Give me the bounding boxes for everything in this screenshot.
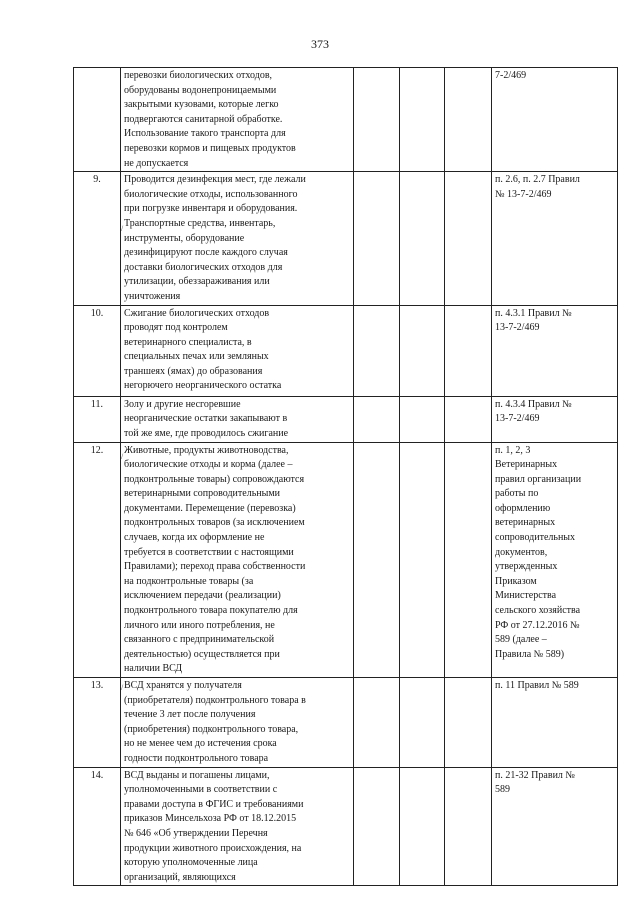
legal-reference: 7-2/469 bbox=[492, 68, 618, 172]
answer-no-cell bbox=[400, 767, 445, 886]
answer-yes-cell bbox=[354, 305, 400, 396]
row-number: 9. bbox=[74, 172, 121, 305]
answer-na-cell bbox=[445, 767, 492, 886]
legal-reference: п. 11 Правил № 589 bbox=[492, 678, 618, 768]
row-number: 11. bbox=[74, 396, 121, 442]
answer-no-cell bbox=[400, 68, 445, 172]
table-row bbox=[74, 305, 618, 396]
requirement-text: перевозки биологических отходов, оборудованы водонепроницаемыми закрытыми кузовами, которые легко подвергаются санитарной обработке. Использование такого транспорта для перевозки кормов и пищевых продуктов не допускается bbox=[121, 68, 354, 172]
legal-reference: п. 2.6, п. 2.7 Правил № 13-7-2/469 bbox=[492, 172, 618, 305]
legal-reference: п. 4.3.1 Правил № 13-7-2/469 bbox=[492, 305, 618, 396]
table-row bbox=[74, 678, 618, 768]
requirement-text: Сжигание биологических отходов проводят под контролем ветеринарного специалиста, в специальных печах или земляных траншеях (ямах) до образования негорючего неорганического остатка bbox=[121, 305, 354, 396]
table-row bbox=[74, 767, 618, 886]
legal-reference: п. 1, 2, 3 Ветеринарных правил организации работы по оформлению ветеринарных сопроводительных документов, утвержденных Приказом Министерства сельского хозяйства РФ от 27.12.2016 № 589 (далее – Правила № 589) bbox=[492, 442, 618, 678]
requirement-text: Проводится дезинфекция мест, где лежали биологические отходы, использованного при погрузке инвентаря и оборудования. Транспортные средства, инвентарь, инструменты, оборудование дезинфицируют после каждого случая доставки биологических отходов для утилизации, обеззараживания или уничтожения bbox=[121, 172, 354, 305]
answer-yes-cell bbox=[354, 172, 400, 305]
legal-reference: п. 21-32 Правил № 589 bbox=[492, 767, 618, 886]
scan-mark: / bbox=[121, 224, 124, 233]
page-number: 373 bbox=[311, 37, 329, 51]
answer-na-cell bbox=[445, 305, 492, 396]
requirement-text: Животные, продукты животноводства, биологические отходы и корма (далее – подконтрольные товары) сопровождаются ветеринарными сопроводительными документами. Перемещение (перевозка) подконтрольных товаров (за исключением случаев, когда их оформление не требуется в соответствии с настоящими Правилами); переход права собственности на подконтрольные товары (за исключением передачи (реализации) подконтрольного товара покупателю для личного или иного потребления, не связанного с предпринимательской деятельностью) осуществляется при наличии ВСД bbox=[121, 442, 354, 678]
scan-mark: / bbox=[121, 683, 124, 692]
answer-na-cell bbox=[445, 396, 492, 442]
answer-na-cell bbox=[445, 442, 492, 678]
row-number bbox=[74, 68, 121, 172]
answer-no-cell bbox=[400, 442, 445, 678]
answer-yes-cell bbox=[354, 442, 400, 678]
answer-yes-cell bbox=[354, 678, 400, 768]
answer-na-cell bbox=[445, 678, 492, 768]
answer-no-cell bbox=[400, 678, 445, 768]
table-row bbox=[74, 68, 618, 172]
table-row bbox=[74, 442, 618, 678]
answer-yes-cell bbox=[354, 68, 400, 172]
requirement-text: ВСД хранятся у получателя (приобретателя) подконтрольного товара в течение 3 лет после получения (приобретения) подконтрольного товара, но не менее чем до истечения срока годности подконтрольного товара bbox=[121, 678, 354, 768]
requirement-text: ВСД выданы и погашены лицами, уполномоченными в соответствии с правами доступа в ФГИС и требованиями приказов Минсельхоза РФ от 18.12.2015 № 646 «Об утверждении Перечня продукции животного происхождения, на которую уполномоченные лица организаций, являющихся bbox=[121, 767, 354, 886]
answer-no-cell bbox=[400, 172, 445, 305]
scan-mark: / bbox=[121, 452, 124, 461]
row-number: 12. bbox=[74, 442, 121, 678]
table-row bbox=[74, 396, 618, 442]
requirements-table bbox=[73, 67, 618, 886]
row-number: 14. bbox=[74, 767, 121, 886]
answer-no-cell bbox=[400, 305, 445, 396]
row-number: 13. bbox=[74, 678, 121, 768]
answer-na-cell bbox=[445, 68, 492, 172]
table-row bbox=[74, 172, 618, 305]
row-number: 10. bbox=[74, 305, 121, 396]
answer-yes-cell bbox=[354, 767, 400, 886]
answer-no-cell bbox=[400, 396, 445, 442]
legal-reference: п. 4.3.4 Правил № 13-7-2/469 bbox=[492, 396, 618, 442]
answer-na-cell bbox=[445, 172, 492, 305]
answer-yes-cell bbox=[354, 396, 400, 442]
requirement-text: Золу и другие несгоревшие неорганические остатки закапывают в той же яме, где проводилось сжигание bbox=[121, 396, 354, 442]
